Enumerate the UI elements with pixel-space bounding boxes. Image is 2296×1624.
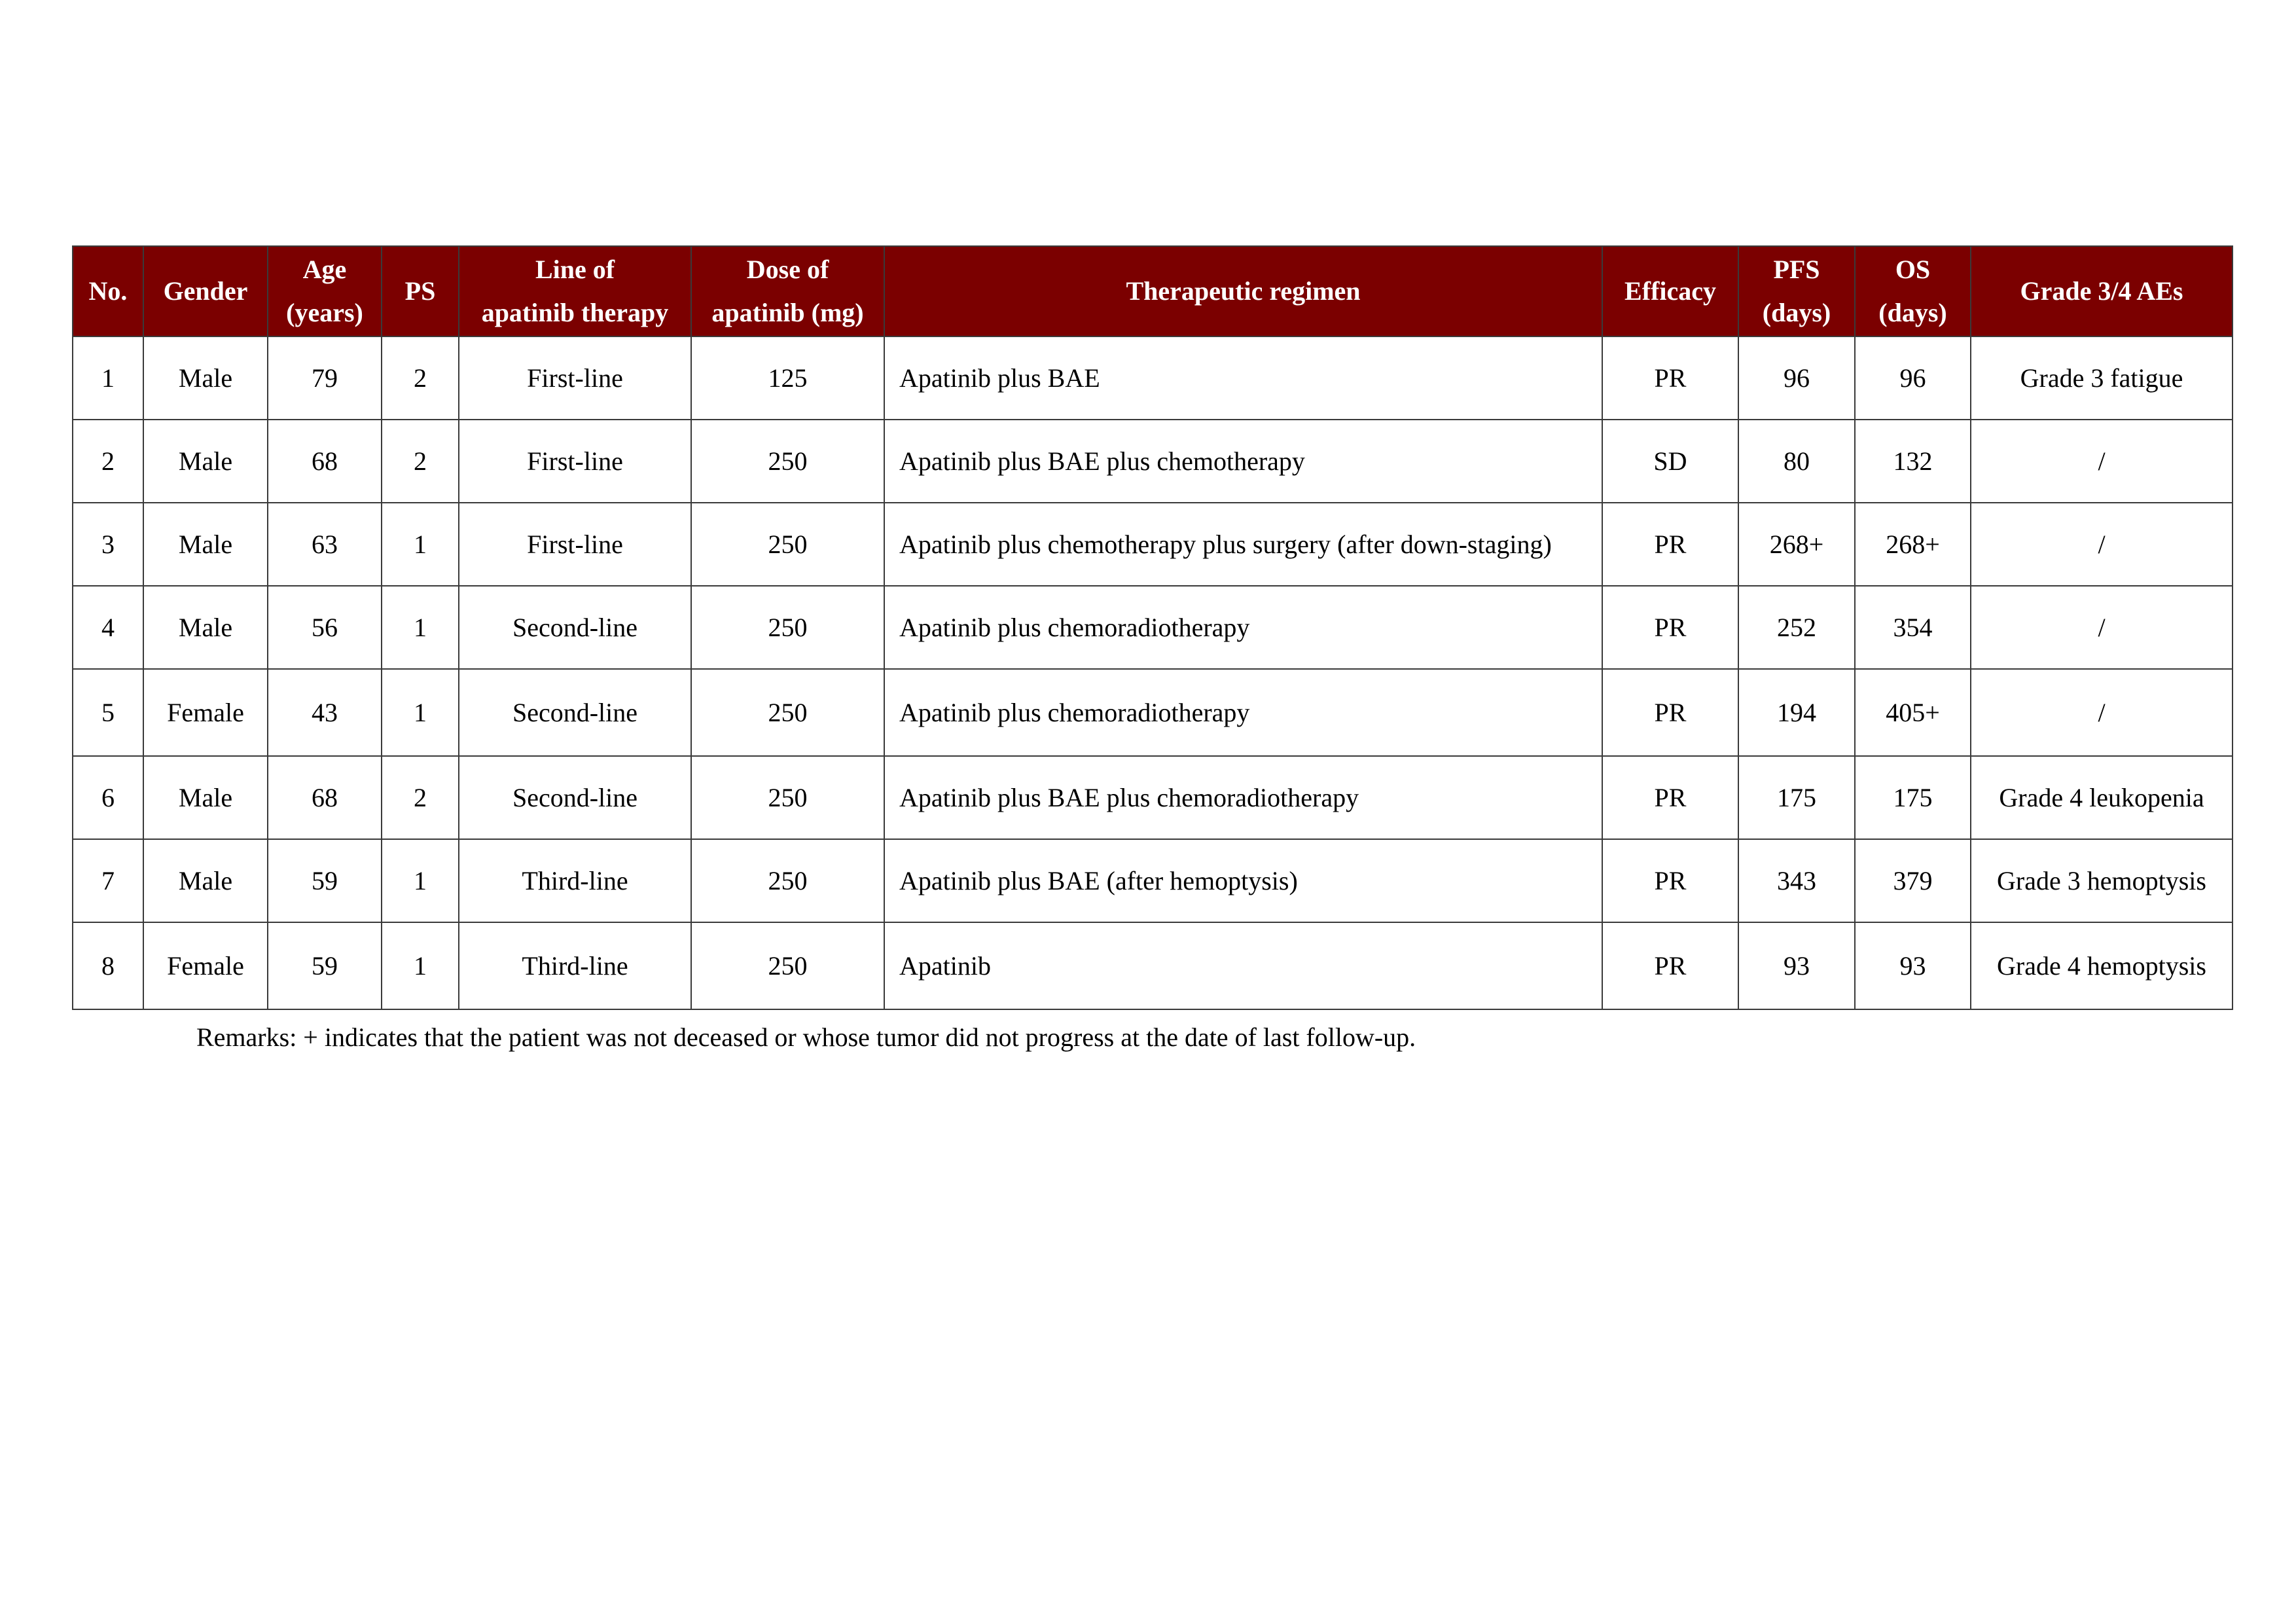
cell-dose: 250	[691, 420, 884, 503]
cell-regimen: Apatinib plus chemoradiotherapy	[884, 669, 1602, 756]
cell-line: First-line	[459, 503, 691, 586]
cell-ps: 1	[382, 922, 459, 1009]
cell-no: 8	[73, 922, 143, 1009]
cell-age: 43	[268, 669, 382, 756]
header-ps	[382, 246, 459, 336]
cell-os: 268+	[1855, 503, 1971, 586]
cell-no: 6	[73, 756, 143, 839]
table-row	[73, 420, 2233, 503]
cell-age: 59	[268, 839, 382, 922]
cell-dose: 250	[691, 839, 884, 922]
header-therapeutic-regimen	[884, 246, 1602, 336]
cell-aes: Grade 3 fatigue	[1971, 336, 2233, 420]
cell-no: 5	[73, 669, 143, 756]
cell-aes: Grade 4 leukopenia	[1971, 756, 2233, 839]
cell-efficacy: PR	[1602, 503, 1738, 586]
header-efficacy	[1602, 246, 1738, 336]
patient-characteristics-table	[72, 245, 2233, 1010]
cell-dose: 125	[691, 336, 884, 420]
cell-regimen: Apatinib	[884, 922, 1602, 1009]
cell-gender: Male	[143, 839, 268, 922]
cell-efficacy: PR	[1602, 669, 1738, 756]
table-row	[73, 336, 2233, 420]
cell-os: 93	[1855, 922, 1971, 1009]
cell-efficacy: PR	[1602, 922, 1738, 1009]
cell-dose: 250	[691, 586, 884, 669]
cell-efficacy: PR	[1602, 756, 1738, 839]
cell-efficacy: SD	[1602, 420, 1738, 503]
cell-gender: Male	[143, 420, 268, 503]
table-row	[73, 586, 2233, 669]
cell-regimen: Apatinib plus chemoradiotherapy	[884, 586, 1602, 669]
cell-ps: 1	[382, 839, 459, 922]
cell-no: 7	[73, 839, 143, 922]
cell-aes: /	[1971, 669, 2233, 756]
cell-gender: Female	[143, 922, 268, 1009]
cell-efficacy: PR	[1602, 839, 1738, 922]
cell-age: 79	[268, 336, 382, 420]
header-line-of-therapy	[459, 246, 691, 336]
cell-no: 4	[73, 586, 143, 669]
header-label: (years)	[286, 298, 363, 327]
cell-ps: 1	[382, 503, 459, 586]
cell-line: Second-line	[459, 756, 691, 839]
cell-age: 59	[268, 922, 382, 1009]
cell-gender: Male	[143, 756, 268, 839]
cell-regimen: Apatinib plus BAE plus chemoradiotherapy	[884, 756, 1602, 839]
table-row	[73, 756, 2233, 839]
cell-line: Third-line	[459, 839, 691, 922]
cell-age: 56	[268, 586, 382, 669]
header-label: PS	[404, 276, 436, 306]
cell-aes: Grade 3 hemoptysis	[1971, 839, 2233, 922]
cell-os: 132	[1855, 420, 1971, 503]
cell-no: 3	[73, 503, 143, 586]
cell-aes: /	[1971, 420, 2233, 503]
cell-pfs: 268+	[1738, 503, 1855, 586]
cell-pfs: 80	[1738, 420, 1855, 503]
header-label: apatinib (mg)	[711, 298, 864, 327]
header-label: Age	[302, 255, 347, 284]
header-pfs	[1738, 246, 1855, 336]
cell-line: Second-line	[459, 669, 691, 756]
cell-os: 354	[1855, 586, 1971, 669]
table-remarks: Remarks: + indicates that the patient was not deceased or whose tumor did not progress at the date of last follow-up.	[196, 1022, 1416, 1052]
cell-ps: 2	[382, 756, 459, 839]
table-row	[73, 839, 2233, 922]
header-label: Grade 3/4 AEs	[2020, 276, 2183, 306]
header-age	[268, 246, 382, 336]
cell-aes: Grade 4 hemoptysis	[1971, 922, 2233, 1009]
cell-efficacy: PR	[1602, 336, 1738, 420]
cell-gender: Male	[143, 336, 268, 420]
header-label: Therapeutic regimen	[1126, 276, 1361, 306]
header-label: Dose of	[746, 255, 829, 284]
header-label: PFS	[1773, 255, 1820, 284]
cell-age: 68	[268, 420, 382, 503]
cell-line: Third-line	[459, 922, 691, 1009]
table-row	[73, 922, 2233, 1009]
header-label: No.	[88, 276, 128, 306]
header-os	[1855, 246, 1971, 336]
cell-regimen: Apatinib plus chemotherapy plus surgery (after down-staging)	[884, 503, 1602, 586]
header-label: apatinib therapy	[481, 298, 669, 327]
table-header-row	[73, 246, 2233, 336]
header-label: OS	[1895, 255, 1931, 284]
cell-pfs: 194	[1738, 669, 1855, 756]
cell-dose: 250	[691, 669, 884, 756]
header-grade-3-4-aes	[1971, 246, 2233, 336]
cell-regimen: Apatinib plus BAE (after hemoptysis)	[884, 839, 1602, 922]
cell-ps: 2	[382, 420, 459, 503]
header-dose	[691, 246, 884, 336]
cell-pfs: 175	[1738, 756, 1855, 839]
cell-pfs: 252	[1738, 586, 1855, 669]
cell-line: Second-line	[459, 586, 691, 669]
table-row	[73, 503, 2233, 586]
cell-os: 379	[1855, 839, 1971, 922]
cell-dose: 250	[691, 922, 884, 1009]
cell-dose: 250	[691, 503, 884, 586]
cell-dose: 250	[691, 756, 884, 839]
header-gender	[143, 246, 268, 336]
header-label: (days)	[1878, 298, 1947, 327]
cell-os: 405+	[1855, 669, 1971, 756]
cell-efficacy: PR	[1602, 586, 1738, 669]
cell-ps: 1	[382, 669, 459, 756]
cell-gender: Female	[143, 669, 268, 756]
cell-os: 175	[1855, 756, 1971, 839]
cell-pfs: 93	[1738, 922, 1855, 1009]
cell-no: 2	[73, 420, 143, 503]
header-label: (days)	[1762, 298, 1831, 327]
cell-ps: 2	[382, 336, 459, 420]
cell-aes: /	[1971, 586, 2233, 669]
header-label: Gender	[163, 276, 248, 306]
cell-line: First-line	[459, 420, 691, 503]
cell-aes: /	[1971, 503, 2233, 586]
cell-pfs: 96	[1738, 336, 1855, 420]
cell-no: 1	[73, 336, 143, 420]
cell-ps: 1	[382, 586, 459, 669]
cell-pfs: 343	[1738, 839, 1855, 922]
cell-gender: Male	[143, 586, 268, 669]
cell-line: First-line	[459, 336, 691, 420]
cell-os: 96	[1855, 336, 1971, 420]
header-label: Line of	[535, 255, 615, 284]
header-label: Efficacy	[1624, 276, 1716, 306]
cell-regimen: Apatinib plus BAE plus chemotherapy	[884, 420, 1602, 503]
cell-gender: Male	[143, 503, 268, 586]
cell-age: 63	[268, 503, 382, 586]
header-no	[73, 246, 143, 336]
cell-age: 68	[268, 756, 382, 839]
cell-regimen: Apatinib plus BAE	[884, 336, 1602, 420]
table-row	[73, 669, 2233, 756]
